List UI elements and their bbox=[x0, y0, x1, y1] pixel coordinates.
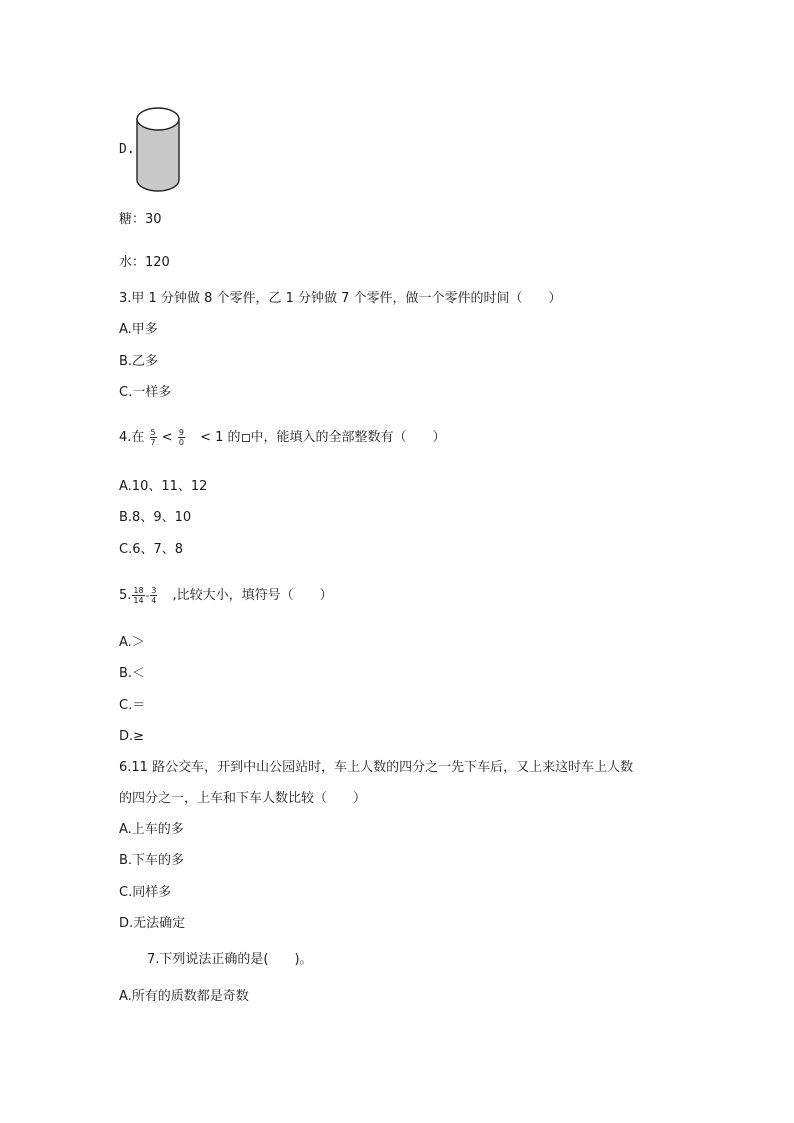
q4-frac1-den: 7 bbox=[150, 438, 156, 447]
q5-option-d: D.≥ bbox=[119, 729, 145, 744]
q5-option-c: C.＝ bbox=[119, 698, 146, 713]
q5-suffix: ,比较大小，填符号（ ） bbox=[172, 588, 333, 603]
q4-suffix-a: < 1 的 bbox=[200, 430, 241, 445]
q5-prefix: 5. bbox=[119, 588, 132, 603]
q6-option-c: C.同样多 bbox=[119, 885, 172, 900]
q3-option-a: A.甲多 bbox=[119, 322, 158, 337]
q7-option-a: A.所有的质数都是奇数 bbox=[119, 989, 249, 1004]
q6-option-a: A.上车的多 bbox=[119, 822, 184, 837]
q5-frac1-den: 14 bbox=[133, 596, 144, 605]
option-d-label: D. bbox=[119, 142, 135, 157]
q4-option-b: B.8、9、10 bbox=[119, 510, 192, 525]
q5-option-b: B.＜ bbox=[119, 666, 146, 681]
q5-minus: - bbox=[145, 591, 150, 602]
q4-fraction-2 bbox=[178, 428, 185, 447]
q4-fraction-1 bbox=[150, 428, 157, 447]
q4-stem bbox=[119, 428, 446, 447]
q5-frac2-den: 4 bbox=[151, 596, 157, 605]
q5-option-a: A.＞ bbox=[119, 635, 145, 650]
q3-stem: 3.甲 1 分钟做 8 个零件，乙 1 分钟做 7 个零件，做一个零件的时间（ ） bbox=[119, 291, 562, 306]
q4-frac2-den: 0 bbox=[178, 438, 184, 447]
q6-option-d: D.无法确定 bbox=[119, 916, 186, 931]
q6-stem-line-1: 6.11 路公交车，开到中山公园站时，车上人数的四分之一先下车后，又上来这时车上人数 bbox=[119, 760, 634, 775]
q5-fraction-1 bbox=[132, 586, 144, 605]
q5-fraction-2 bbox=[150, 586, 157, 605]
q6-stem-line-2: 的四分之一，上车和下车人数比较（ ） bbox=[119, 791, 367, 806]
q4-option-c: C.6、7、8 bbox=[119, 542, 184, 557]
q7-stem: 7.下列说法正确的是( )。 bbox=[147, 952, 313, 967]
q5-stem bbox=[119, 586, 333, 606]
sugar-line: 糖：30 bbox=[119, 212, 162, 227]
q5-frac1-num: 18 bbox=[133, 586, 144, 595]
q4-lt: < bbox=[161, 430, 173, 445]
q3-option-c: C.一样多 bbox=[119, 385, 172, 400]
q5-frac2-num: 3 bbox=[151, 586, 157, 595]
q4-suffix-b: 中，能填入的全部整数有（ ） bbox=[250, 430, 446, 445]
blank-box-icon bbox=[242, 434, 250, 442]
cylinder-icon bbox=[134, 105, 182, 195]
q4-frac1-num: 5 bbox=[150, 428, 156, 437]
q4-frac2-num: 9 bbox=[178, 428, 184, 437]
q3-option-b: B.乙多 bbox=[119, 354, 159, 369]
q4-prefix: 4.在 bbox=[119, 430, 145, 445]
q6-option-b: B.下车的多 bbox=[119, 853, 185, 868]
water-line: 水：120 bbox=[119, 255, 170, 270]
q4-option-a: A.10、11、12 bbox=[119, 479, 208, 494]
